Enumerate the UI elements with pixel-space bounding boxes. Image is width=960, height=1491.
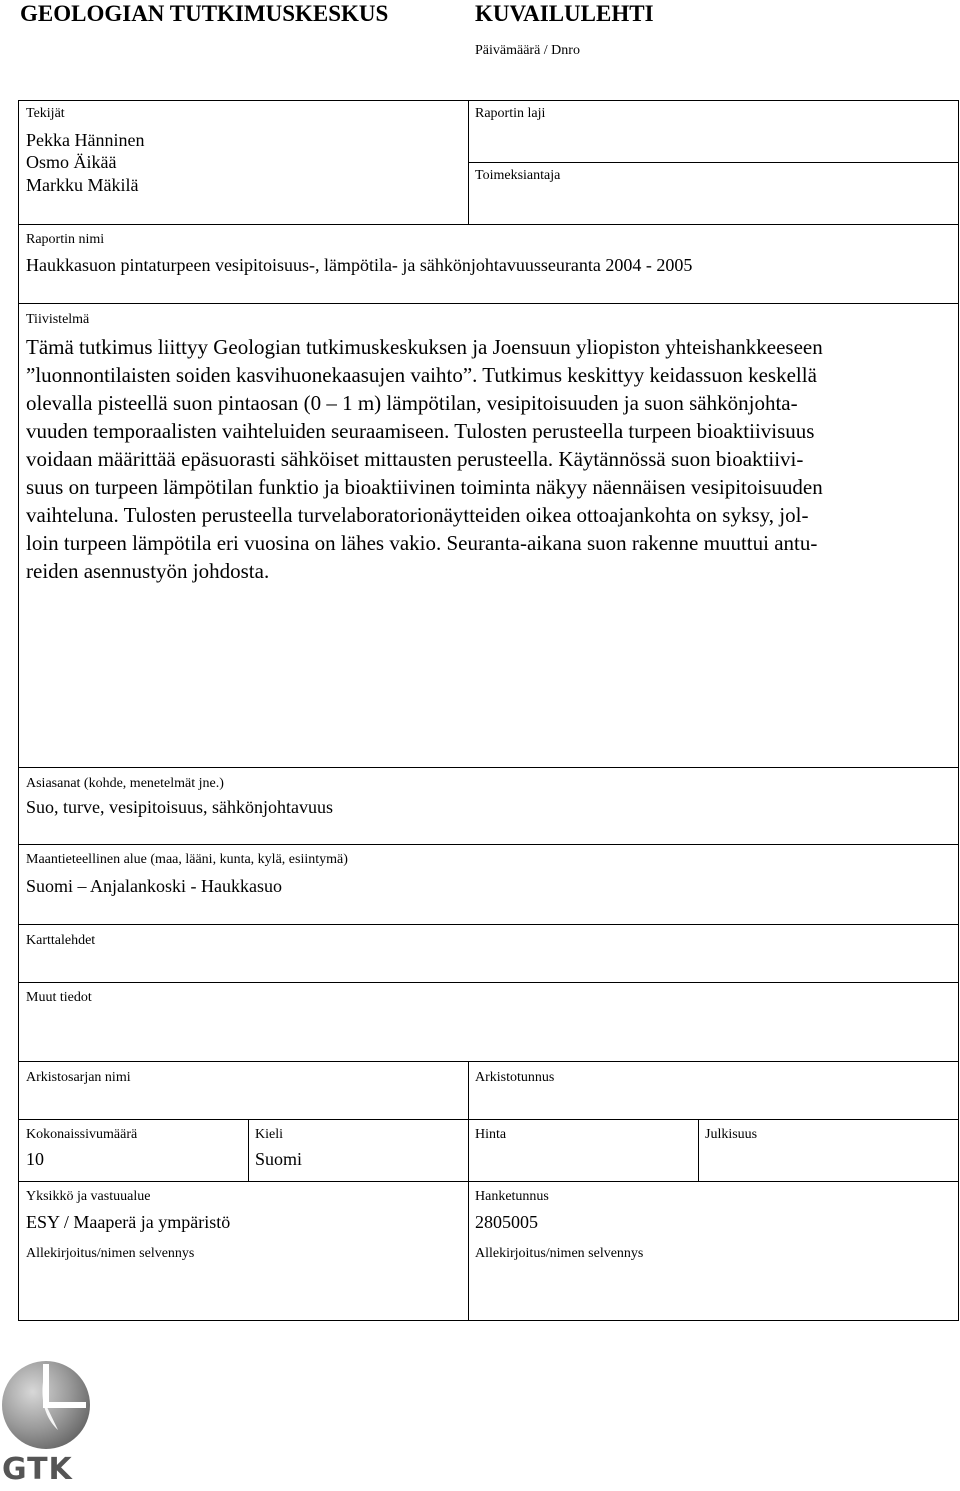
- summary-line: suus on turpeen lämpötilan funktio ja bioaktiivinen toiminta näkyy näennäisen vesipitoisuuden: [26, 475, 823, 499]
- authors-cell: [18, 100, 469, 225]
- report-name-value: Haukkasuon pintaturpeen vesipitoisuus-, lämpötila- ja sähkönjohtavuusseuranta 2004 - 2005: [26, 255, 693, 275]
- publicity-label: Julkisuus: [705, 1127, 758, 1142]
- signature-right-label: Allekirjoitus/nimen selvennys: [475, 1246, 644, 1261]
- gtk-logo-text: GTK: [2, 1452, 73, 1487]
- language-label: Kieli: [255, 1127, 283, 1142]
- summary-line: loin turpeen lämpötila eri vuosina on lähes vakio. Seuranta-aikana suon rakenne muuttui antu-: [26, 531, 818, 555]
- publicity-cell: [698, 1119, 959, 1182]
- archive-code-cell: [468, 1061, 959, 1120]
- archive-code-label: Arkistotunnus: [475, 1070, 555, 1085]
- signature-right-cell: [468, 1240, 959, 1321]
- region-label: Maantieteellinen alue (maa, lääni, kunta, kylä, esiintymä): [26, 852, 348, 867]
- other-info-label: Muut tiedot: [26, 990, 92, 1005]
- project-value: 2805005: [475, 1212, 538, 1232]
- commissioner-label: Toimeksiantaja: [475, 168, 561, 183]
- report-name-label: Raportin nimi: [26, 232, 105, 247]
- summary-line: ”luonnontilaisten soiden kasvihuonekaasujen vaihto”. Tutkimus keskittyy keidassuon keskellä: [26, 363, 817, 387]
- archive-series-label: Arkistosarjan nimi: [26, 1070, 131, 1085]
- summary-cell: [18, 303, 959, 768]
- summary-label: Tiivistelmä: [26, 312, 90, 327]
- map-sheets-label: Karttalehdet: [26, 933, 96, 948]
- author-name: Markku Mäkilä: [26, 175, 139, 195]
- commissioner-cell: [468, 162, 959, 225]
- document-type-title: KUVAILULEHTI: [475, 1, 654, 26]
- region-cell: [18, 844, 959, 925]
- date-label: Päivämäärä / Dnro: [475, 43, 580, 58]
- other-info-cell: [18, 982, 959, 1062]
- keywords-cell: [18, 767, 959, 845]
- summary-line: vuuden temporaalisten vaihteluiden seuraamiseen. Tulosten perusteella turpeen bioaktiivisuus: [26, 419, 815, 443]
- pages-value: 10: [26, 1149, 44, 1169]
- keywords-label: Asiasanat (kohde, menetelmät jne.): [26, 776, 224, 791]
- map-sheets-cell: [18, 924, 959, 983]
- summary-line: voidaan määrittää epäsuorasti sähköiset mittausten perusteella. Käytännössä suon bioaktiivi-: [26, 447, 804, 471]
- report-type-cell: [468, 100, 959, 163]
- archive-series-cell: [18, 1061, 469, 1120]
- language-value: Suomi: [255, 1149, 303, 1169]
- summary-line: Tämä tutkimus liittyy Geologian tutkimuskeskuksen ja Joensuun yliopiston yhteishankkeeseen: [26, 335, 823, 359]
- unit-value: ESY / Maaperä ja ympäristö: [26, 1212, 231, 1232]
- project-cell: [468, 1181, 959, 1241]
- organization-title: GEOLOGIAN TUTKIMUSKESKUS: [20, 1, 389, 26]
- summary-line: reiden asennustyön johdosta.: [26, 559, 270, 583]
- pages-cell: [18, 1119, 249, 1182]
- report-name-cell: [18, 224, 959, 304]
- price-cell: [468, 1119, 699, 1182]
- report-type-label: Raportin laji: [475, 106, 546, 121]
- pages-label: Kokonaissivumäärä: [26, 1127, 138, 1142]
- signature-left-cell: [18, 1240, 469, 1321]
- author-name: Osmo Äikää: [26, 152, 117, 172]
- language-cell: [248, 1119, 469, 1182]
- keywords-value: Suo, turve, vesipitoisuus, sähkönjohtavuus: [26, 797, 333, 817]
- unit-label: Yksikkö ja vastuualue: [26, 1189, 151, 1204]
- region-value: Suomi – Anjalankoski - Haukkasuo: [26, 876, 282, 896]
- author-name: Pekka Hänninen: [26, 130, 145, 150]
- gtk-logo: [0, 1358, 92, 1486]
- authors-label: Tekijät: [26, 106, 65, 121]
- summary-text: [26, 333, 944, 585]
- summary-line: olevalla pisteellä suon pintaosan (0 – 1 m) lämpötilan, vesipitoisuuden ja suon sähkönjohta-: [26, 391, 798, 415]
- unit-cell: [18, 1181, 469, 1241]
- price-label: Hinta: [475, 1127, 507, 1142]
- project-label: Hanketunnus: [475, 1189, 549, 1204]
- signature-left-label: Allekirjoitus/nimen selvennys: [26, 1246, 195, 1261]
- summary-line: vaihteluna. Tulosten perusteella turvelaboratorionäytteiden oikea ottoajankohta on syksy, jol-: [26, 503, 809, 527]
